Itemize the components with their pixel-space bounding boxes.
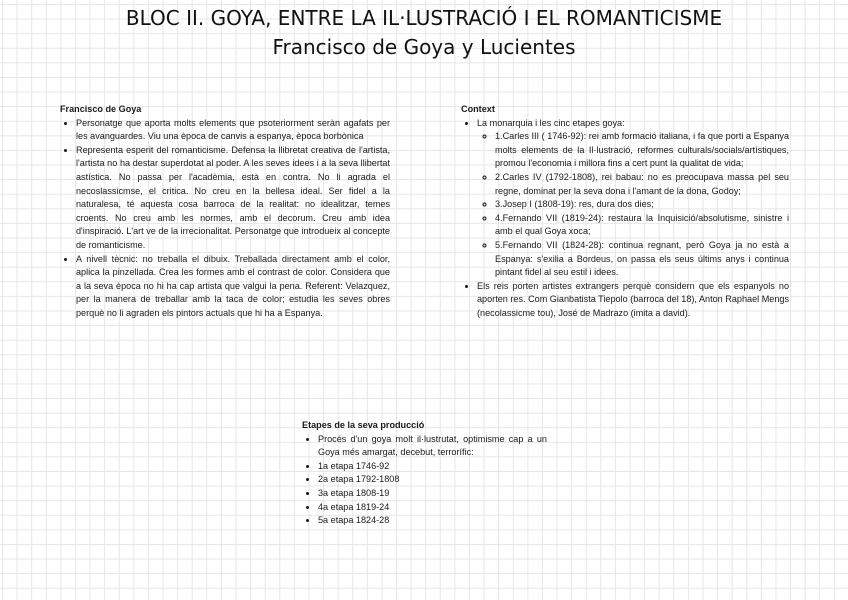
page-title: BLOC II. GOYA, ENTRE LA IL·LUSTRACIÓ I EL ROMANTICISME xyxy=(125,6,723,30)
bullet-list xyxy=(302,433,547,528)
bullet-list xyxy=(60,117,390,321)
list-item: • A nivell tècnic: no treballa el dibuix. Treballada directament amb el color, aplica la pinzellada. Crea les formes amb el contrast de color. Considera que a la seva època no hi ha cap artista que valgui la pena. Referent: Velazquez, per la manera de treballar amb la taca de color; estudia les seves obres perquè no li agraden els pintors actuals que hi ha a Espanya. xyxy=(76,253,390,321)
section-heading: Etapes de la seva producció xyxy=(302,420,425,430)
sub-list-item: ◦ 1.Carles III ( 1746-92): rei amb formació italiana, i fa que porti a Espanya molts elements de la Il·lustració, reformes culturals/socials/artístiques, promou l'economia i millora fins a cert punt la qualitat de vida; xyxy=(495,130,789,171)
section-etapes xyxy=(302,419,547,528)
list-item xyxy=(477,117,789,280)
list-item: • Representa esperit del romanticisme. Defensa la llibretat creativa de l'artista, l'artista no ha destar superdotat al poder. A les seves idees i a la seva llibertat astística. No passa per l'acadèmia, està en contra. No li agrada el necoslassicmse, el critica. No creu en la bellesa ideal. Ser fidel a la naturalesa, té aquesta cosa barroca de la realitat: no idealitzar, temes croents. No creu amb les normes, amb el decorum. Creu amb idea d'inspiració. L'art ve de la irrecionalitat. Personatge que introdueix al concepte de romanticisme. xyxy=(76,144,390,253)
sub-bullet-list xyxy=(477,130,789,280)
page-subtitle: Francisco de Goya y Lucientes xyxy=(272,35,576,59)
sub-list-item: ◦ 2.Carles IV (1792-1808), rei babau: no es preocupava massa pel seu regne, dominat per la seva dona i l'amant de la dona, Godoy; xyxy=(495,171,789,198)
sub-list-item: ◦ 3.Josep I (1808-19): res, dura dos dies; xyxy=(495,198,789,212)
list-item: • Personatge que aporta molts elements que psoteriorment seràn agafats per les avanguardes. Viu una època de canvis a espanya, època borbònica xyxy=(76,117,390,144)
list-item: • 1a etapa 1746-92 xyxy=(318,460,547,474)
bullet-list xyxy=(461,117,789,321)
section-context xyxy=(461,103,789,321)
sub-list-item: ◦ 4.Fernando VII (1819-24): restaura la Inquisició/absolutisme, sinistre i amb el qual Goya xoca; xyxy=(495,212,789,239)
section-heading: Context xyxy=(461,104,495,114)
list-item-text: La monarquia i les cinc etapes goya: xyxy=(477,117,625,128)
list-item: • Els reis porten artistes extrangers perquè considern que els espanyols no aporten res. Com Gianbatista Tiepolo (barroca del 18), Anton Raphael Mengs (necolassicme tou), José de Madrazo (imita a david). xyxy=(477,280,789,321)
section-heading: Francisco de Goya xyxy=(60,104,142,114)
list-item: • 5a etapa 1824-28 xyxy=(318,514,547,528)
section-francisco-de-goya xyxy=(60,103,390,321)
list-item: • 3a etapa 1808-19 xyxy=(318,487,547,501)
list-item: • 2a etapa 1792-1808 xyxy=(318,473,547,487)
list-item: • Procés d'un goya molt il·lustrutat, optimisme cap a un Goya més amargat, decebut, terrorífic: xyxy=(318,433,547,460)
list-item: • 4a etapa 1819-24 xyxy=(318,501,547,515)
sub-list-item: ◦ 5.Fernando VII (1824-28): continua regnant, però Goya ja no està a Espanya: s'exilia a Bordeus, on passa els seus últims anys i continua pintant fidel al seu estil i idees. xyxy=(495,239,789,280)
